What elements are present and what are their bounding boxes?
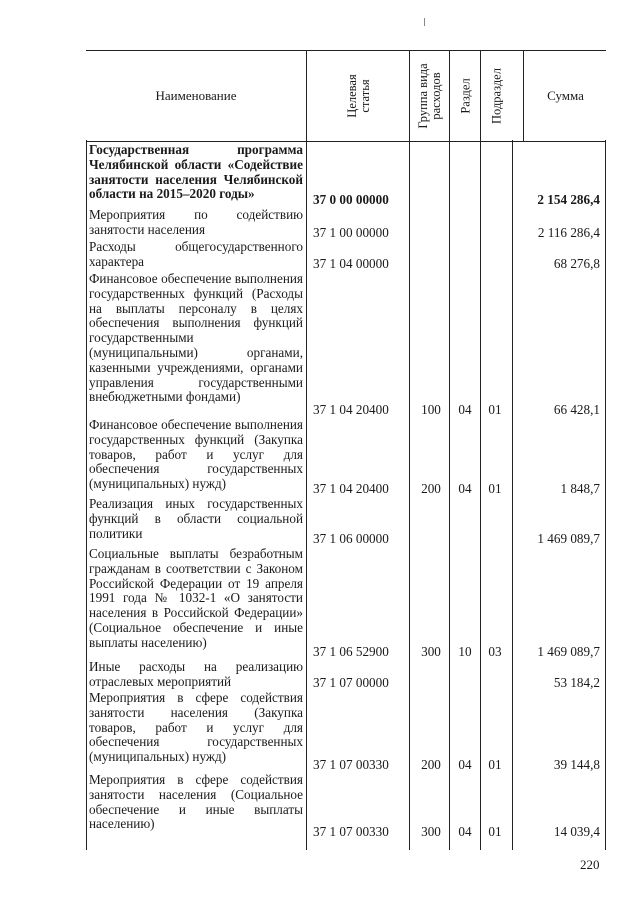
row-section: 10 [458,644,472,659]
header-target-article [306,51,410,141]
row-subsection: 01 [488,481,502,496]
row-section: 04 [458,824,472,839]
header-target-article-line2: статья [357,79,372,113]
row-section: 04 [458,402,472,417]
table-row [86,418,606,496]
row-subsection: 01 [488,757,502,772]
row-subsection: 01 [488,402,502,417]
table-row [86,773,606,839]
row-section: 04 [458,481,472,496]
row-name: Финансовое обеспечение выполнения государственных функций (Закупка товаров, работ и услуг для обеспечения государственных (муниципальных) нужд) [89,417,303,492]
row-expense-group: 300 [421,824,441,839]
row-sum: 2 116 286,4 [537,225,600,240]
row-name: Мероприятия по содействию занятости населения [89,207,303,237]
row-sum: 1 848,7 [560,481,600,496]
row-subsection: 03 [488,644,502,659]
row-name: Мероприятия в сфере содействия занятости населения (Социальное обеспечение и иные выплаты населению) [89,772,303,832]
row-target-article: 37 1 07 00000 [313,675,389,690]
row-subsection: 01 [488,824,502,839]
header-sum [523,51,607,141]
header-section-label: Раздел [458,78,472,114]
row-expense-group: 200 [421,757,441,772]
row-name: Расходы общегосударственного характера [89,239,303,269]
table-row [86,660,606,690]
row-name: Финансовое обеспечение выполнения государственных функций (Расходы на выплаты персоналу в целях обеспечения выполнения функций государственными (муниципальными) органами, казенными учреждениями, органами управления государственными внебюджетными фондами) [89,271,303,405]
row-target-article: 37 1 06 52900 [313,644,389,659]
table-header [86,50,606,142]
row-expense-group: 300 [421,644,441,659]
header-name [86,51,306,141]
row-sum: 2 154 286,4 [537,192,600,207]
table-row [86,547,606,659]
row-sum: 66 428,1 [553,402,600,417]
row-sum: 14 039,4 [553,824,600,839]
row-sum: 1 469 089,7 [537,531,600,546]
table-row [86,497,606,546]
table-row [86,143,606,207]
row-target-article: 37 1 04 20400 [313,402,389,417]
table-row [86,691,606,772]
row-target-article: 37 1 06 00000 [313,531,389,546]
row-name: Иные расходы на реализацию отраслевых мероприятий [89,659,303,689]
header-name-label: Наименование [155,88,237,103]
table-row [86,240,606,271]
header-sum-label: Сумма [547,88,584,103]
row-expense-group: 100 [421,402,441,417]
row-sum: 68 276,8 [553,256,600,271]
row-section: 04 [458,757,472,772]
header-target-article-line1: Целевая [344,74,359,118]
row-sum: 53 184,2 [553,675,600,690]
row-target-article: 37 1 04 00000 [313,256,389,271]
header-expense-group [409,51,450,141]
row-name: Государственная программа Челябинской области «Содействие занятости населения Челябинской области на 2015–2020 годы» [89,142,303,202]
page-number: 220 [580,857,600,872]
scan-mark [424,18,425,26]
row-sum: 39 144,8 [553,757,600,772]
row-target-article: 37 1 07 00330 [313,824,389,839]
row-target-article: 37 1 00 00000 [313,225,389,240]
header-section [449,51,481,141]
row-name: Реализация иных государственных функций в области социальной политики [89,496,303,541]
row-target-article: 37 0 00 00000 [313,192,389,207]
header-expense-group-line2: расходов [429,72,443,120]
row-expense-group: 200 [421,481,441,496]
row-sum: 1 469 089,7 [537,644,600,659]
row-name: Социальные выплаты безработным гражданам в соответствии с Законом Российской Федерации от 19 апреля 1991 года № 1032-1 «О занятости населения в Российской Федерации» (Социальное обеспечение и иные выплаты населению) [89,546,303,650]
row-name: Мероприятия в сфере содействия занятости населения (Закупка товаров, работ и услуг для обеспечения государственных (муниципальных) нужд) [89,690,303,765]
header-subsection [480,51,513,141]
table-row [86,208,606,240]
table-row [86,272,606,417]
row-target-article: 37 1 04 20400 [313,481,389,496]
row-target-article: 37 1 07 00330 [313,757,389,772]
header-expense-group-line1: Группа вида [416,63,430,129]
header-subsection-label: Подраздел [489,68,504,124]
